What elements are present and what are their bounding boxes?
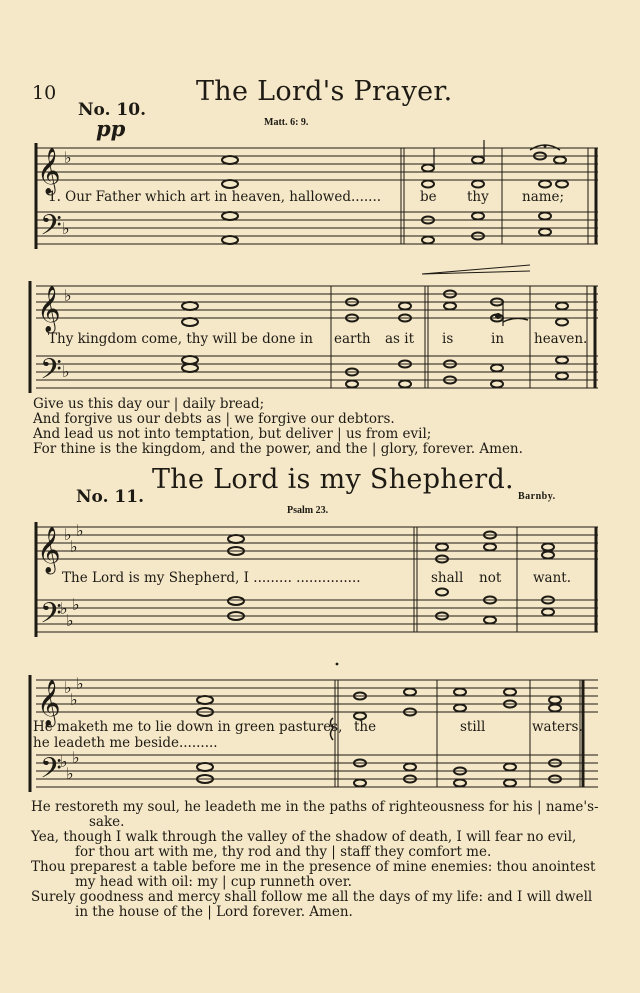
lyric-word: shall (431, 570, 464, 586)
lyric-line-2: Thy kingdom come, thy will be done in (48, 331, 313, 347)
flat-icon: ♭ (64, 286, 72, 305)
lyric-word: waters. (532, 719, 583, 735)
flat-icon: ♭ (64, 678, 72, 697)
scripture-reference-1: Matt. 6: 9. (264, 117, 309, 128)
treble-clef-icon: 𝄞 (37, 680, 61, 726)
verse-line: for thou art with me, thy rod and thy | staff they comfort me. (75, 844, 492, 860)
treble-clef-icon: 𝄞 (37, 148, 61, 194)
lyric-word: earth (334, 331, 371, 347)
treble-staff (36, 148, 598, 180)
flat-icon: ♭ (66, 611, 74, 630)
verse-line: Yea, though I walk through the valley of the shadow of death, I will fear no evil, (31, 829, 577, 845)
lyric-word: is (442, 331, 454, 347)
bass-clef-icon: 𝄢 (40, 353, 62, 393)
flat-icon: ♭ (64, 148, 72, 167)
bass-clef-icon: 𝄢 (40, 597, 62, 637)
verse-line: For thine is the kingdom, and the power, and the | glory, forever. Amen. (33, 441, 523, 457)
verse-line: He restoreth my soul, he leadeth me in the paths of righteousness for his | name's- (31, 799, 599, 815)
lyric-word: be (420, 189, 437, 205)
scripture-reference-2: Psalm 23. (287, 505, 329, 516)
flat-icon: ♭ (62, 362, 70, 381)
flat-icon: ♭ (60, 599, 68, 618)
flat-icon: ♭ (76, 674, 84, 693)
dynamic-marking-pp: pp (96, 116, 126, 141)
lyric-word: not (479, 570, 502, 586)
lyric-word: the (354, 719, 377, 735)
flat-icon: ♭ (72, 595, 80, 614)
lyric-word: in (491, 331, 505, 347)
treble-clef-icon: 𝄞 (37, 527, 61, 573)
bass-clef-icon: 𝄢 (40, 209, 62, 249)
flat-icon: ♭ (62, 219, 70, 238)
verse-line: Thou preparest a table before me in the presence of mine enemies: thou anointest (31, 859, 596, 875)
verse-line: my head with oil: my | cup runneth over. (75, 874, 352, 890)
hymn-title-lords-prayer: The Lord's Prayer. (196, 76, 453, 107)
hymn-number-11: No. 11. (76, 487, 144, 507)
verse-line: Surely goodness and mercy shall follow me all the days of my life: and I will dwell (31, 889, 593, 905)
flat-icon: ♭ (76, 521, 84, 540)
flat-icon: ♭ (66, 764, 74, 783)
bass-staff (36, 212, 598, 244)
lyric-word: still (460, 719, 486, 735)
verse-line: And lead us not into temptation, but deliver | us from evil; (33, 426, 432, 442)
lyric-line-1: 1. Our Father which art in heaven, hallowed....... (48, 189, 382, 205)
hymn-title-shepherd: The Lord is my Shepherd. (152, 464, 514, 495)
page-number: 10 (32, 82, 57, 104)
verse-block-2 (31, 800, 599, 920)
verse-line: And forgive us our debts as | we forgive our debtors. (33, 411, 395, 427)
treble-clef-icon: 𝄞 (37, 286, 61, 332)
lyric-line-3: The Lord is my Shepherd, I ......... ............... (62, 570, 361, 586)
verse-line: Give us this day our | daily bread; (33, 396, 265, 412)
flat-icon: ♭ (60, 752, 68, 771)
flat-icon: ♭ (70, 537, 78, 556)
hymn-number-10: No. 10. (78, 100, 146, 120)
lyric-word: as it (385, 331, 415, 347)
lyric-line-4b: he leadeth me beside......... (33, 735, 218, 751)
lyric-word: name; (522, 189, 565, 205)
staff-system-2 (30, 265, 598, 393)
lyric-line-4a: He maketh me to lie down in green pastures, (33, 719, 343, 735)
verse-line: in the house of the | Lord forever. Amen. (75, 904, 353, 920)
bass-clef-icon: 𝄢 (40, 752, 62, 792)
flat-icon: ♭ (64, 525, 72, 544)
verse-block-1 (33, 397, 523, 457)
lyric-word: want. (533, 570, 572, 586)
verse-line: sake. (89, 814, 125, 830)
flat-icon: ♭ (70, 690, 78, 709)
lyric-word: heaven. (534, 331, 588, 347)
lyric-word: thy (467, 189, 489, 205)
flat-icon: ♭ (72, 748, 80, 767)
composer-name: Barnby. (518, 491, 556, 502)
